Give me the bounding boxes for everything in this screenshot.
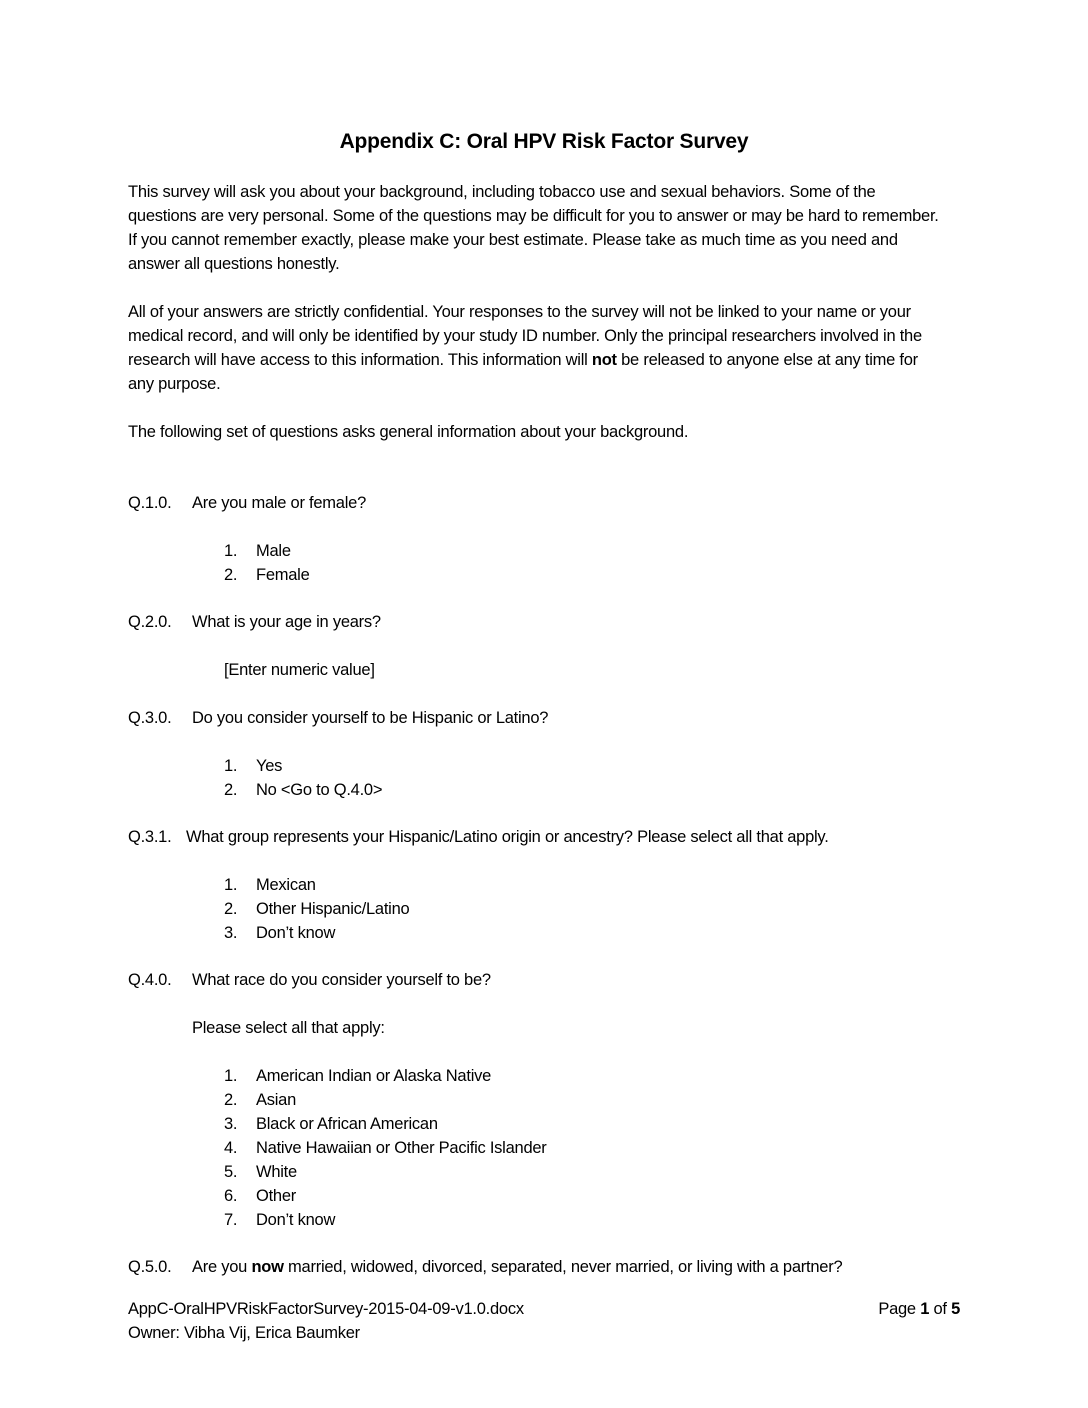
option-number: 2. (224, 900, 238, 918)
option-number: 3. (224, 1115, 238, 1133)
option-label: White (256, 1163, 297, 1181)
intro-text-1: This survey will ask you about your background, including tobacco use and sexual behaviors. Some of the questions are very personal. Some of the questions may be difficult for you to answer or may be hard to remember. If you cannot remember exactly, please make your best estimate. Please take as much time as you need and answer all questions honestly. (128, 183, 939, 273)
question-text-part-b: married, widowed, divorced, separated, never married, or living with a partner? (283, 1258, 843, 1276)
q1-options (224, 539, 310, 587)
question-text: What is your age in years? (192, 613, 381, 631)
q4-options (224, 1064, 547, 1232)
page-prefix: Page (878, 1300, 921, 1318)
option-number: 4. (224, 1139, 238, 1157)
option-label: Mexican (256, 876, 316, 894)
answer-option[interactable] (224, 1064, 547, 1088)
question-q4 (128, 968, 491, 992)
question-text-part-a: Are you (192, 1258, 252, 1276)
option-number: 1. (224, 542, 238, 560)
footer-owner: Owner: Vibha Vij, Erica Baumker (128, 1324, 360, 1342)
question-text: What group represents your Hispanic/Latino origin or ancestry? Please select all that apply. (186, 828, 829, 846)
intro-paragraph-3 (128, 420, 948, 444)
answer-option[interactable] (224, 1088, 547, 1112)
page-number (878, 1297, 960, 1321)
option-number: 7. (224, 1211, 238, 1229)
option-label: Asian (256, 1091, 297, 1109)
option-label: Male (256, 542, 291, 560)
answer-option[interactable] (224, 1112, 547, 1136)
answer-option[interactable] (224, 1184, 547, 1208)
option-number: 3. (224, 924, 238, 942)
option-label: Other Hispanic/Latino (256, 900, 410, 918)
question-number: Q.5.0. (128, 1258, 172, 1276)
intro-paragraph-2 (128, 300, 948, 396)
question-q1 (128, 491, 366, 515)
intro-text-2 (128, 300, 948, 396)
option-label: Native Hawaiian or Other Pacific Islander (256, 1139, 547, 1157)
page-middle: of (929, 1300, 952, 1318)
question-number: Q.3.1. (128, 828, 172, 846)
q2-hint[interactable]: [Enter numeric value] (224, 661, 375, 679)
page-current: 1 (920, 1300, 930, 1318)
option-number: 1. (224, 876, 238, 894)
answer-option[interactable] (224, 921, 409, 945)
document-title: Appendix C: Oral HPV Risk Factor Survey (339, 130, 749, 153)
answer-option[interactable] (224, 778, 382, 802)
question-number: Q.3.0. (128, 709, 172, 727)
question-number: Q.2.0. (128, 613, 172, 631)
q3-1-options (224, 873, 409, 945)
intro-text-2-part-b: be released to anyone else at any time for any purpose. (128, 351, 918, 393)
intro-text-3: The following set of questions asks general information about your background. (128, 423, 689, 441)
intro-text-2-part-a: All of your answers are strictly confidential. Your responses to the survey will not be linked to your name or your medical record, and will only be identified by your study ID number. Only the principal researchers involved in the research will have access to this information. This information will (128, 303, 922, 369)
q3-options (224, 754, 382, 802)
footer-filename: AppC-OralHPVRiskFactorSurvey-2015-04-09-v1.0.docx (128, 1300, 524, 1318)
option-number: 6. (224, 1187, 238, 1205)
answer-option[interactable] (224, 563, 310, 587)
page-total: 5 (951, 1300, 960, 1318)
question-q3-1 (128, 825, 829, 849)
q4-instruction: Please select all that apply: (192, 1019, 385, 1037)
question-text: Are you male or female? (192, 494, 367, 512)
answer-option[interactable] (224, 897, 409, 921)
option-label: Don’t know (256, 1211, 336, 1229)
option-label: Black or African American (256, 1115, 438, 1133)
question-q5 (128, 1255, 842, 1279)
question-text: What race do you consider yourself to be? (192, 971, 491, 989)
question-text: Do you consider yourself to be Hispanic or Latino? (192, 709, 549, 727)
option-number: 1. (224, 757, 238, 775)
option-number: 5. (224, 1163, 238, 1181)
option-label: American Indian or Alaska Native (256, 1067, 492, 1085)
question-q2 (128, 610, 381, 634)
footer-left (128, 1297, 524, 1345)
option-label: No <Go to Q.4.0> (256, 781, 383, 799)
answer-option[interactable] (224, 1160, 547, 1184)
option-number: 2. (224, 566, 238, 584)
question-number: Q.1.0. (128, 494, 172, 512)
intro-paragraph-1 (128, 180, 948, 276)
answer-option[interactable] (224, 873, 409, 897)
answer-option[interactable] (224, 1136, 547, 1160)
question-number: Q.4.0. (128, 971, 172, 989)
answer-option[interactable] (224, 754, 382, 778)
option-label: Female (256, 566, 310, 584)
option-label: Yes (256, 757, 283, 775)
option-number: 2. (224, 1091, 238, 1109)
option-number: 2. (224, 781, 238, 799)
answer-option[interactable] (224, 539, 310, 563)
question-text-bold: now (251, 1258, 284, 1276)
intro-text-2-bold: not (591, 351, 617, 369)
option-label: Don’t know (256, 924, 336, 942)
option-label: Other (256, 1187, 297, 1205)
question-q3 (128, 706, 548, 730)
answer-option[interactable] (224, 1208, 547, 1232)
option-number: 1. (224, 1067, 238, 1085)
